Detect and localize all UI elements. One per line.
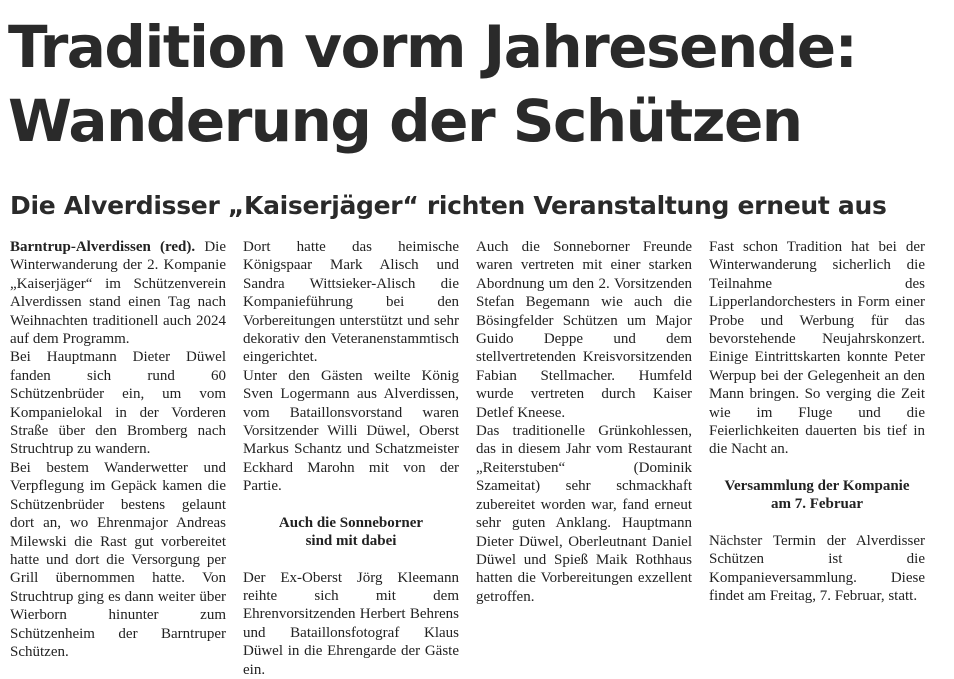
- paragraph-2: Bei Hauptmann Dieter Düwel fanden sich rund 60 Schützenbrüder ein, um vom Kompanielokal in der Vorderen Straße über den Bromberg nach Struchtrup zu wandern.: [10, 349, 226, 458]
- paragraph-4: Dort hatte das heimische Königspaar Mark Alisch und Sandra Wittsieker-Alisch die Kompanieführung bei den Vorbereitungen unterstützt und sehr dekorativ den Veteranenstammtisch eingerichtet.: [243, 239, 459, 366]
- paragraph-intro: [10, 238, 226, 348]
- paragraph-1: Die Winterwanderung der 2. Kompanie „Kaiserjäger“ im Schützenverein Alverdissen stand einen Tag nach Weihnachten traditionell auch 2024 auf dem Programm.: [10, 239, 227, 348]
- article-column-2: [243, 238, 459, 679]
- section-subtitle-1: [243, 514, 459, 551]
- section-subtitle-2-line-2: am 7. Februar: [770, 496, 864, 513]
- section-subtitle-2-line-1: Versammlung der Kompanie: [724, 477, 910, 494]
- paragraph-3: Bei bestem Wanderwetter und Verpflegung im Gepäck kamen die Schützenbrüder bestens gelaunt dort an, wo Ehrenmajor Andreas Milewski die Rast gut vorbereitet hatte und dort die Versorgung per Grill übernommen hatte. Von Struchtrup ging es dann weiter über Wierborn hinunter zum Schützenheim der Barntruper Schützen.: [10, 459, 226, 660]
- paragraph-8: Das traditionelle Grünkohlessen, das in diesem Jahr vom Restaurant „Reiterstuben“ (Dominik Szameitat) sehr schmackhaft zubereitet worden war, fand erneut sehr guten Anklang. Hauptmann Dieter Düwel, Oberleutnant Daniel Düwel und Spieß Maik Rothhaus hatten die Vorbereitungen exzellent getroffen.: [476, 423, 692, 605]
- subheadline: Die Alverdisser „Kaiserjäger“ richten Veranstaltung erneut aus: [10, 191, 887, 220]
- section-subtitle-1-line-1: Auch die Sonneborner: [278, 514, 424, 531]
- paragraph-10: Nächster Termin der Alverdisser Schützen ist die Kompanieversammlung. Diese findet am Freitag, 7. Februar, statt.: [709, 532, 925, 604]
- article-column-3: [476, 238, 692, 606]
- paragraph-9: Fast schon Tradition hat bei der Winterwanderung sicherlich die Teilnahme des Lipperlandorchesters in Form einer Probe und Werbung für das bevorstehende Neujahrskonzert. Einige Eintrittskarten konnte Peter Werpup bei der Gelegenheit an den Mann bringen. So verging die Zeit wie im Fluge und die Feierlichkeiten dauerten bis tief in die Nacht an.: [709, 239, 925, 458]
- paragraph-5: Unter den Gästen weilte König Sven Logermann aus Alverdissen, vom Bataillonsvorstand waren Vorsitzender Willi Düwel, Oberst Markus Schantz und Schatzmeister Eckhard Marohn mit von der Partie.: [243, 367, 459, 495]
- headline-line-2: Wanderung der Schützen: [8, 87, 802, 155]
- section-subtitle-1-line-2: sind mit dabei: [305, 533, 397, 550]
- paragraph-7: Auch die Sonneborner Freunde waren vertreten mit einer starken Abordnung um den 2. Vorsitzenden Stefan Begemann wie auch die Bösingfelder Schützen um Major Guido Deppe und dem stellvertretenden Kreisvorsitzenden Fabian Stellmacher. Humfeld wurde vertreten durch Kaiser Detlef Kneese.: [476, 239, 692, 421]
- headline: [8, 10, 948, 158]
- headline-line-1: Tradition vorm Jahresende:: [8, 13, 857, 81]
- section-subtitle-2: [709, 477, 925, 514]
- paragraph-6: Der Ex-Oberst Jörg Kleemann reihte sich mit dem Ehrenvorsitzenden Herbert Behrens und Bataillonsfotograf Klaus Düwel in die Ehrengarde der Gäste ein.: [243, 569, 459, 678]
- article-column-1: [10, 238, 226, 661]
- article-column-4: [709, 238, 925, 605]
- dateline: Barntrup-Alverdissen (red).: [10, 239, 196, 255]
